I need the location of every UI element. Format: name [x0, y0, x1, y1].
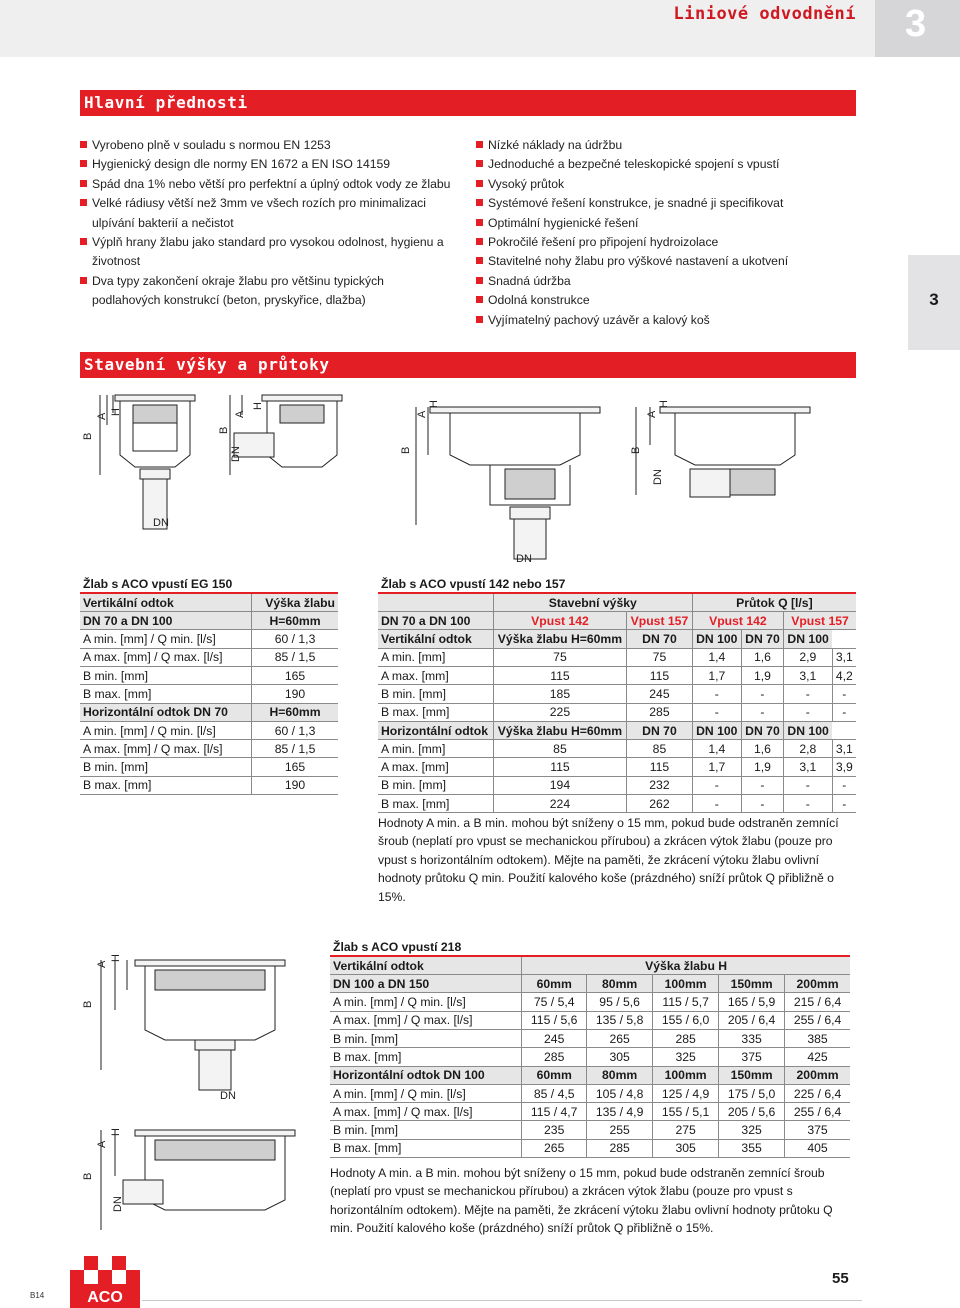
dim-label-dn: DN	[220, 1090, 236, 1102]
bullet-marker-icon	[80, 160, 87, 167]
table-row	[80, 685, 338, 703]
table-cell: 1,9	[741, 758, 783, 776]
table-row	[330, 1121, 850, 1139]
row-label: B min. [mm]	[378, 776, 493, 794]
table-cell: -	[842, 686, 847, 701]
table-cell: 425	[807, 1049, 828, 1064]
page-header-title: Liniové odvodnění	[673, 4, 856, 24]
advantages-list-right	[476, 136, 876, 330]
table-header: Výška žlabu	[252, 593, 338, 611]
table-142-157	[378, 575, 856, 813]
bullet-marker-icon	[476, 296, 483, 303]
advantage-item	[80, 233, 455, 272]
table-cell: 262	[627, 795, 693, 813]
table-cell: DN 70	[741, 630, 783, 648]
bullet-marker-icon	[476, 277, 483, 284]
advantage-item	[476, 272, 876, 291]
row-label: B min. [mm]	[80, 666, 252, 684]
table-cell: 155 / 6,0	[653, 1011, 719, 1029]
table-cell: -	[842, 705, 847, 720]
table-cell: 255 / 6,4	[793, 1104, 842, 1119]
table-cell: DN 100	[692, 721, 741, 739]
row-label: Horizontální odtok DN 100	[330, 1066, 522, 1084]
table-header: Vpust 142	[692, 612, 783, 630]
dim-label-b: B	[82, 1000, 94, 1008]
table-cell: 255 / 6,4	[793, 1013, 842, 1028]
dim-label-a: A	[416, 410, 428, 418]
table-cell: 225	[493, 703, 626, 721]
table-cell: 385	[807, 1031, 828, 1046]
row-label: B min. [mm]	[330, 1121, 522, 1139]
table-title: Žlab s ACO vpustí 142 nebo 157	[381, 576, 566, 591]
table-title: Žlab s ACO vpustí EG 150	[83, 576, 233, 591]
table-cell: 115	[493, 666, 626, 684]
advantage-text: Vyrobeno plně v souladu s normou EN 1253	[92, 138, 331, 152]
bullet-marker-icon	[476, 199, 483, 206]
table-cell: 165	[284, 668, 306, 683]
table-cell: 85	[627, 740, 693, 758]
table-cell: -	[784, 703, 833, 721]
table-header: Vpust 142	[493, 612, 626, 630]
row-label: B min. [mm]	[80, 758, 252, 776]
row-label: B max. [mm]	[330, 1139, 522, 1157]
table-cell: 80mm	[587, 975, 653, 993]
table-row	[330, 1103, 850, 1121]
table-cell: 135 / 4,9	[587, 1103, 653, 1121]
advantage-text: Odolná konstrukce	[488, 293, 590, 308]
table-cell: 375	[719, 1048, 785, 1066]
table-cell: 175 / 5,0	[719, 1084, 785, 1102]
advantages-list-left	[80, 136, 455, 311]
table-cell: 215 / 6,4	[793, 995, 842, 1010]
bullet-marker-icon	[80, 277, 87, 284]
table-cell: 125 / 4,9	[653, 1084, 719, 1102]
dim-label-b: B	[82, 1172, 94, 1180]
page-number: 55	[832, 1270, 849, 1287]
row-label: B max. [mm]	[378, 703, 493, 721]
advantage-item	[476, 311, 876, 330]
table-cell: 85 / 1,5	[274, 650, 316, 665]
advantage-item	[476, 155, 876, 174]
table-cell: 75	[493, 648, 626, 666]
table-header: H=60mm	[252, 612, 338, 630]
side-chapter-number: 3	[929, 290, 939, 309]
table-row	[378, 758, 856, 776]
table-header: Vertikální odtok	[80, 593, 252, 611]
advantage-text: Optimální hygienické řešení	[488, 215, 639, 230]
table-header: Vpust 157	[784, 612, 856, 630]
table-cell: 2,8	[784, 740, 833, 758]
table-header: Průtok Q [l/s]	[692, 593, 856, 611]
table-header: DN 70 a DN 100	[378, 612, 493, 630]
table-cell: 115	[627, 666, 693, 684]
table-cell: 60 / 1,3	[274, 723, 316, 738]
table-cell: 95 / 5,6	[587, 993, 653, 1011]
advantage-text: Vysoký průtok	[488, 176, 565, 191]
row-label: A max. [mm] / Q max. [l/s]	[330, 1103, 522, 1121]
table-cell: 155 / 5,1	[653, 1103, 719, 1121]
table-cell: 275	[653, 1121, 719, 1139]
table-218	[330, 938, 850, 1158]
bullet-marker-icon	[476, 316, 483, 323]
table-cell: DN 100	[692, 630, 741, 648]
table-cell: 232	[627, 776, 693, 794]
section-bar-advantages	[80, 90, 856, 116]
table-cell: 3,1	[835, 650, 853, 665]
table-cell: 255	[587, 1121, 653, 1139]
advantage-item	[476, 291, 876, 310]
advantage-item	[476, 136, 876, 155]
table-cell: 85	[493, 740, 626, 758]
dim-label-h: H	[110, 1128, 122, 1136]
aco-logo	[70, 1256, 140, 1308]
advantage-item	[476, 175, 876, 194]
dim-label-dn: DN	[112, 1196, 124, 1212]
table-cell: -	[692, 685, 741, 703]
table-cell: 224	[493, 795, 626, 813]
table-row	[378, 776, 856, 794]
table-row	[330, 1029, 850, 1047]
table-142-note: Hodnoty A min. a B min. mohou být sníženy o 15 mm, pokud bude odstraněn zemnící šroub (neplatí pro vpust se mechanickou přírubou) a zkrácen výtok žlabu (pouze pro vpust s horizontálním odtokem). Mějte na paměti, že zkrácení výtoku žlabu ovlivní hodnoty průtoku Q min. Použití kalového koše (prázdného) sníží průtok Q přibližně o 15%.	[378, 816, 839, 904]
advantage-item	[80, 194, 455, 233]
table-cell: -	[692, 703, 741, 721]
table-cell: 194	[493, 776, 626, 794]
advantage-item	[80, 175, 455, 194]
table-cell: 85 / 4,5	[522, 1084, 587, 1102]
table-cell: 3,1	[835, 741, 853, 756]
row-label: A max. [mm] / Q max. [l/s]	[80, 648, 252, 666]
table-cell: 3,1	[784, 666, 833, 684]
dim-label-h: H	[252, 402, 264, 410]
table-cell: 115 / 5,6	[522, 1011, 587, 1029]
table-cell: 190	[284, 686, 306, 701]
table-cell: 115 / 5,7	[653, 993, 719, 1011]
row-label: A min. [mm] / Q min. [l/s]	[330, 993, 522, 1011]
table-row	[80, 740, 338, 758]
advantage-text: Vyjímatelný pachový uzávěr a kalový koš	[488, 312, 710, 327]
table-cell: 405	[807, 1141, 828, 1156]
row-label: A min. [mm]	[378, 648, 493, 666]
bullet-marker-icon	[476, 257, 483, 264]
row-label: DN 100 a DN 150	[330, 975, 522, 993]
table-cell: 375	[807, 1123, 828, 1138]
table-subheader	[330, 975, 850, 993]
table-row	[80, 758, 338, 776]
bullet-marker-icon	[476, 160, 483, 167]
section-title-heights: Stavební výšky a průtoky	[84, 355, 330, 374]
table-cell: 285	[587, 1139, 653, 1157]
row-label: Horizontální odtok	[378, 721, 493, 739]
row-label: B max. [mm]	[80, 685, 252, 703]
table-cell: 115	[493, 758, 626, 776]
row-label: B max. [mm]	[378, 795, 493, 813]
table-cell: 60mm	[522, 975, 587, 993]
table-cell: 150mm	[719, 975, 785, 993]
advantage-text: Pokročilé řešení pro připojení hydroizolace	[488, 235, 719, 250]
table-cell: -	[784, 776, 833, 794]
table-header: H=60mm	[252, 703, 338, 721]
row-label: A min. [mm] / Q min. [l/s]	[330, 1084, 522, 1102]
advantage-item	[476, 194, 876, 213]
dim-label-dn: DN	[652, 469, 664, 485]
table-cell: -	[741, 776, 783, 794]
drain-drawing-218-horizontal	[95, 1110, 305, 1240]
table-cell: 3,9	[835, 760, 853, 775]
table-cell: 285	[627, 703, 693, 721]
table-title: Žlab s ACO vpustí 218	[333, 939, 462, 954]
footer-divider	[142, 1300, 862, 1301]
dim-label-h: H	[110, 408, 122, 416]
table-row	[80, 721, 338, 739]
table-cell: 100mm	[653, 975, 719, 993]
table-cell: 1,4	[692, 740, 741, 758]
table-cell: 1,4	[692, 648, 741, 666]
dim-label-a: A	[646, 410, 658, 418]
table-header: Vertikální odtok	[330, 956, 522, 974]
table-cell: 265	[587, 1029, 653, 1047]
table-cell: 235	[522, 1121, 587, 1139]
dim-label-h: H	[658, 400, 670, 408]
logo-text: ACO	[87, 1289, 123, 1306]
table-row	[330, 993, 850, 1011]
dim-label-a: A	[234, 410, 246, 418]
table-header: Stavební výšky	[493, 593, 692, 611]
advantage-item	[80, 136, 455, 155]
advantage-text: Stavitelné nohy žlabu pro výškové nastavení a ukotvení	[488, 254, 789, 269]
table-cell: 75 / 5,4	[522, 993, 587, 1011]
table-cell: 165 / 5,9	[719, 993, 785, 1011]
table-cell: 1,7	[692, 666, 741, 684]
row-label: Vertikální odtok	[378, 630, 493, 648]
table-218-note: Hodnoty A min. a B min. mohou být sníženy o 15 mm, pokud bude odstraněn zemnící šroub (neplatí pro vpust se mechanickou přírubou) a zkrácen výtok žlabu (pouze pro vpust s horizontálním odtokem). Mějte na paměti, že zkrácení výtoku žlabu ovlivní hodnoty průtoku Q min. Použití kalového koše (prázdného) sníží průtok Q přibližně o 15%.	[330, 1166, 833, 1236]
table-row	[330, 1084, 850, 1102]
drain-drawing-142-vertical	[410, 385, 610, 565]
table-cell: DN 70	[741, 721, 783, 739]
table-cell: 245	[627, 685, 693, 703]
table-cell: 285	[522, 1048, 587, 1066]
table-cell: -	[842, 778, 847, 793]
table-cell: DN 70	[627, 630, 693, 648]
bullet-marker-icon	[80, 238, 87, 245]
advantage-item	[476, 252, 876, 271]
table-row	[378, 703, 856, 721]
section-bar-heights	[80, 352, 856, 378]
advantage-text: Hygienický design dle normy EN 1672 a EN ISO 14159	[92, 157, 391, 172]
bullet-marker-icon	[476, 141, 483, 148]
bullet-marker-icon	[80, 141, 87, 148]
table-header: Horizontální odtok DN 70	[80, 703, 252, 721]
table-cell: 3,1	[784, 758, 833, 776]
dim-label-b: B	[400, 446, 412, 454]
table-cell: 325	[653, 1048, 719, 1066]
table-row	[80, 776, 338, 794]
row-label: B min. [mm]	[330, 1029, 522, 1047]
table-row	[80, 630, 338, 648]
table-cell: 135 / 5,8	[587, 1011, 653, 1029]
table-cell: 205 / 6,4	[719, 1011, 785, 1029]
dim-label-h: H	[428, 400, 440, 408]
chapter-number: 3	[905, 3, 927, 45]
table-cell: 60mm	[522, 1066, 587, 1084]
dim-label-dn: DN	[153, 517, 169, 529]
table-cell: 200mm	[785, 1066, 850, 1084]
table-cell: 115 / 4,7	[522, 1103, 587, 1121]
chapter-tab	[875, 0, 960, 57]
table-cell: Výška žlabu H=60mm	[493, 721, 626, 739]
advantage-item	[80, 155, 455, 174]
table-cell: 265	[522, 1139, 587, 1157]
table-row	[378, 666, 856, 684]
advantage-text: Systémové řešení konstrukce, je snadné ji specifikovat	[488, 196, 784, 211]
table-cell: -	[741, 795, 783, 813]
table-cell: 150mm	[719, 1066, 785, 1084]
table-header: Výška žlabu H	[522, 956, 850, 974]
table-cell: -	[784, 795, 833, 813]
advantage-text: Velké rádiusy větší než 3mm ve všech rozích pro minimalizaci ulpívání bakterií a nečistot	[92, 196, 426, 230]
drain-drawing-218-vertical	[95, 940, 295, 1120]
row-label: B max. [mm]	[80, 776, 252, 794]
advantage-text: Výplň hrany žlabu jako standard pro vysokou odolnost, hygienu a životnost	[92, 235, 444, 269]
row-label: A max. [mm]	[378, 758, 493, 776]
table-cell: Výška žlabu H=60mm	[493, 630, 626, 648]
table-row	[330, 1011, 850, 1029]
table-row	[378, 795, 856, 813]
advantage-text: Spád dna 1% nebo větší pro perfektní a úplný odtok vody ze žlabu	[92, 176, 451, 191]
table-cell: -	[741, 703, 783, 721]
table-row	[378, 740, 856, 758]
table-row	[330, 1139, 850, 1157]
row-label: B min. [mm]	[378, 685, 493, 703]
table-cell: 325	[719, 1121, 785, 1139]
advantage-text: Dva typy zakončení okraje žlabu pro většinu typických podlahových konstrukcí (beton, pryskyřice, dlažba)	[92, 273, 384, 308]
bullet-marker-icon	[476, 219, 483, 226]
table-cell: -	[692, 776, 741, 794]
table-subheader	[378, 721, 856, 739]
advantage-item	[476, 233, 876, 252]
row-label: A max. [mm] / Q max. [l/s]	[330, 1011, 522, 1029]
table-cell: 1,6	[741, 740, 783, 758]
table-cell: 335	[719, 1029, 785, 1047]
table-cell: 85 / 1,5	[274, 741, 316, 756]
advantage-text: Snadná údržba	[488, 273, 571, 288]
row-label: B max. [mm]	[330, 1048, 522, 1066]
table-cell: DN 100	[784, 630, 833, 648]
dim-label-b: B	[630, 446, 642, 454]
table-cell: -	[692, 795, 741, 813]
table-cell: 285	[653, 1029, 719, 1047]
table-cell: 225 / 6,4	[793, 1086, 842, 1101]
drain-drawing-eg150-horizontal	[222, 385, 352, 480]
table-cell: 100mm	[653, 1066, 719, 1084]
table-row	[330, 1048, 850, 1066]
dim-label-b: B	[218, 426, 230, 434]
table-cell: 105 / 4,8	[587, 1084, 653, 1102]
row-label: A min. [mm] / Q min. [l/s]	[80, 721, 252, 739]
table-cell: 75	[627, 648, 693, 666]
table-cell: 305	[653, 1139, 719, 1157]
table-row	[80, 648, 338, 666]
table-cell: DN 100	[784, 721, 833, 739]
table-cell: -	[842, 796, 847, 811]
table-subheader	[330, 1066, 850, 1084]
table-cell: 185	[493, 685, 626, 703]
table-cell: 115	[627, 758, 693, 776]
table-cell: -	[741, 685, 783, 703]
bullet-marker-icon	[80, 199, 87, 206]
dim-label-b: B	[82, 432, 94, 440]
table-header: DN 70 a DN 100	[80, 612, 252, 630]
table-cell: 165	[284, 760, 306, 775]
table-cell: 1,9	[741, 666, 783, 684]
advantage-item	[476, 214, 876, 233]
dim-label-h: H	[110, 954, 122, 962]
advantage-text: Nízké náklady na údržbu	[488, 138, 623, 152]
table-cell: 305	[587, 1048, 653, 1066]
table-cell: 1,6	[741, 648, 783, 666]
table-header: Vpust 157	[627, 612, 693, 630]
bullet-marker-icon	[476, 180, 483, 187]
bullet-marker-icon	[80, 180, 87, 187]
row-label: A min. [mm]	[378, 740, 493, 758]
row-label: A min. [mm] / Q min. [l/s]	[80, 630, 252, 648]
row-label: A max. [mm]	[378, 666, 493, 684]
table-cell: 4,2	[835, 668, 853, 683]
table-subheader	[378, 630, 856, 648]
table-cell: 200mm	[785, 975, 850, 993]
dim-label-dn: DN	[230, 446, 242, 462]
table-row	[378, 648, 856, 666]
advantage-text: Jednoduché a bezpečné teleskopické spojení s vpustí	[488, 157, 780, 172]
row-label: A max. [mm] / Q max. [l/s]	[80, 740, 252, 758]
table-row	[80, 666, 338, 684]
table-eg150	[80, 575, 338, 795]
table-row	[378, 685, 856, 703]
table-cell: 190	[284, 778, 306, 793]
table-cell: 2,9	[784, 648, 833, 666]
section-title-advantages: Hlavní přednosti	[84, 93, 248, 112]
dim-label-a: A	[96, 412, 108, 420]
dim-label-a: A	[96, 1140, 108, 1148]
table-cell: DN 70	[627, 721, 693, 739]
table-cell: 205 / 5,6	[719, 1103, 785, 1121]
table-cell: 355	[719, 1139, 785, 1157]
dim-label-dn: DN	[516, 553, 532, 565]
advantage-item	[80, 272, 455, 311]
dim-label-a: A	[96, 960, 108, 968]
side-chapter-tab	[908, 255, 960, 350]
bullet-marker-icon	[476, 238, 483, 245]
page-code: B14	[30, 1291, 45, 1300]
table-cell: 80mm	[587, 1066, 653, 1084]
table-cell: 60 / 1,3	[274, 632, 316, 647]
table-cell: 1,7	[692, 758, 741, 776]
table-cell: -	[784, 685, 833, 703]
table-cell: 245	[522, 1029, 587, 1047]
